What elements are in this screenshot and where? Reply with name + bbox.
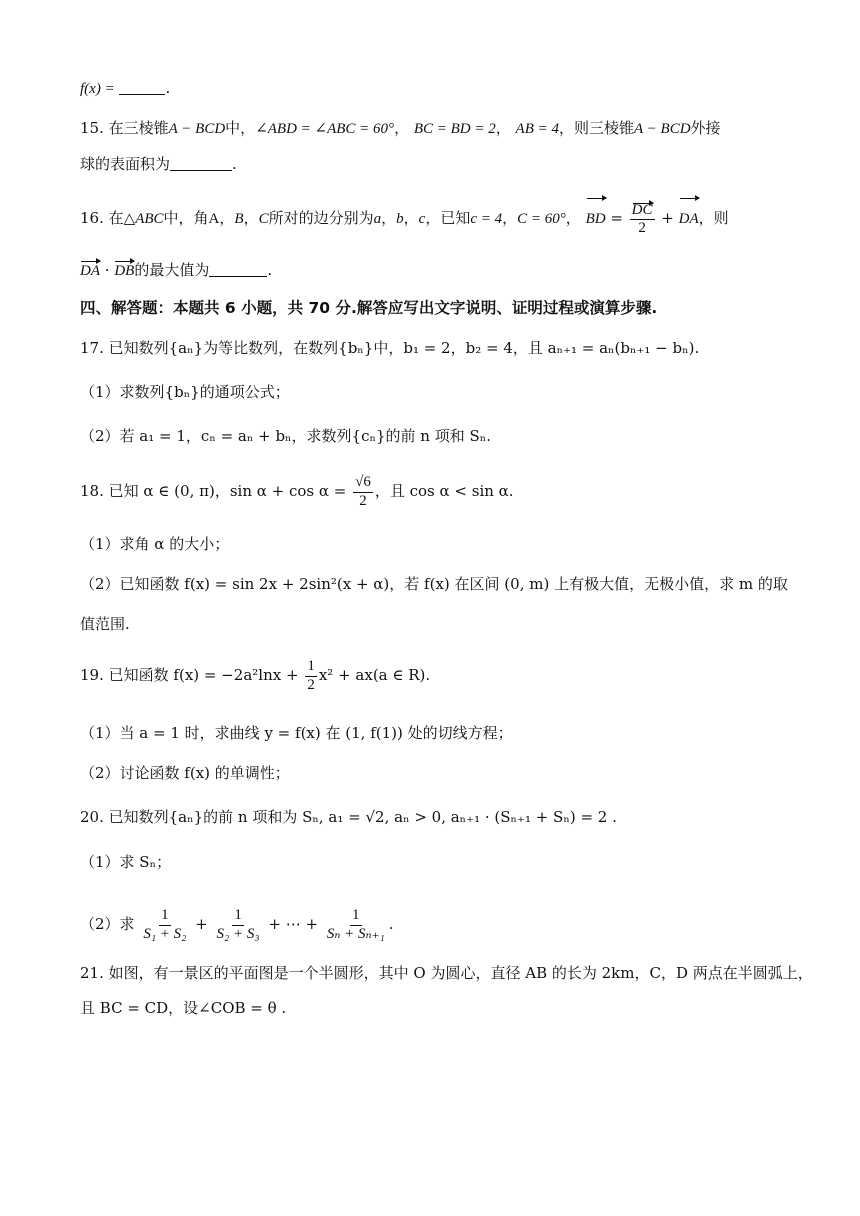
answer-blank — [209, 262, 267, 277]
question-20 — [80, 806, 800, 828]
q15-text: 外接 — [690, 119, 721, 137]
vector-db: DB — [114, 260, 134, 282]
q20-fraction-n — [325, 907, 387, 943]
q16-text: 中，角 — [163, 209, 209, 227]
q16-end: . — [267, 261, 273, 279]
q18-stem: ，且 cos α < sin α. — [374, 482, 514, 500]
q20-den: S₁ + S₂ — [143, 925, 187, 942]
q19-num: 1 — [305, 658, 317, 676]
q15-tetra: A − BCD — [168, 121, 226, 137]
question-16: 16. 在△ABC中，角A，B，C所对的边分别为a，b，c，已知c = 4，C = 60°， BD = $\frac{DC}{2}$ + DA，则 — [80, 196, 800, 240]
q14-tail — [80, 77, 800, 100]
q17-stem: 已知数列{aₙ}为等比数列，在数列{bₙ}中，b₁ = 2，b₂ = 4，且 aₙ₊₁ = aₙ(bₙ₊₁ − bₙ). — [108, 339, 700, 357]
q21-number: 21. — [80, 964, 104, 982]
q16-text: 所对的边分别为 — [268, 209, 374, 227]
q15-number: 15. — [80, 119, 104, 137]
q16-angle-b: B — [234, 211, 244, 227]
section-header: 四、解答题：本题共 6 小题，共 70 分.解答应写出文字说明、证明过程或演算步骤. — [80, 299, 658, 317]
q20-num: 1 — [232, 907, 244, 925]
q18-part2: （2）已知函数 f(x) = sin 2x + 2sin²(x + α)，若 f(x) 在区间 (0, m) 上有极大值，无极小值，求 m 的取 — [80, 575, 788, 593]
q16-side-c: c — [418, 211, 426, 227]
q19-fraction — [305, 658, 317, 694]
q16-text: 在 — [108, 209, 124, 227]
q15-cond: AB = 4 — [515, 121, 559, 137]
q19-number: 19. — [80, 666, 104, 684]
q15-text: ，则三棱锥 — [559, 119, 635, 137]
question-19 — [80, 652, 800, 698]
q17-number: 17. — [80, 339, 104, 357]
q20-stem: 已知数列{aₙ}的前 n 项和为 Sₙ, a₁ = √2, aₙ > 0, aₙ₊₁ · (Sₙ₊₁ + Sₙ) = 2 . — [108, 808, 617, 826]
q18-num: √6 — [353, 474, 373, 492]
q18-den: 2 — [359, 492, 367, 509]
q16-text: ，已知 — [425, 209, 471, 227]
q15-cond: BC = BD = 2 — [413, 121, 496, 137]
q20-fraction-2 — [215, 907, 262, 943]
question-15: 15. 在三棱锥A − BCD中，∠ABD = ∠ABC = 60°， BC = BD = 2， AB = 4，则三棱锥A − BCD外接 — [80, 119, 721, 137]
question-17 — [80, 337, 800, 359]
q19-den: 2 — [307, 676, 315, 693]
q16-text: 的最大值为 — [134, 261, 210, 279]
q20-part1: （1）求 Sₙ； — [80, 853, 172, 871]
q17-part2: （2）若 a₁ = 1，cₙ = aₙ + bₙ，求数列{cₙ}的前 n 项和 Sₙ. — [80, 427, 492, 445]
q15-text: 球的表面积为 — [80, 155, 171, 173]
question-15-line2 — [80, 153, 800, 175]
q21-text: 如图，有一景区的平面图是一个半圆形，其中 O 为圆心，直径 AB 的长为 2km，C，D 两点在半圆弧上， — [108, 964, 813, 982]
q14-end: . — [165, 79, 171, 97]
q16-number: 16. — [80, 209, 104, 227]
q15-text: 中， — [225, 119, 256, 137]
q20-part2 — [80, 900, 800, 948]
q16-angle-a: A — [208, 211, 220, 227]
q20-lead: （2）求 — [80, 915, 135, 933]
q18-part2-cont: 值范围. — [80, 615, 130, 633]
q20-number: 20. — [80, 808, 104, 826]
q15-cond: ∠ABD = ∠ABC = 60° — [255, 121, 395, 137]
q14-expr: f(x) = — [80, 81, 115, 97]
q16-side-a: a — [373, 211, 382, 227]
q17-part1: （1）求数列{bₙ}的通项公式； — [80, 383, 290, 401]
q16-angle-c: C — [258, 211, 269, 227]
question-18 — [80, 468, 800, 514]
q20-den: S₂ + S₃ — [216, 925, 260, 942]
q20-plus: + — [195, 915, 208, 933]
q18-number: 18. — [80, 482, 104, 500]
q19-part2: （2）讨论函数 f(x) 的单调性； — [80, 764, 290, 782]
q18-part1: （1）求角 α 的大小； — [80, 535, 230, 553]
q19-stem: 已知函数 f(x) = −2a²lnx + — [108, 666, 299, 684]
q20-ellipsis: + ⋯ + — [268, 915, 319, 933]
vector-dc: DC — [631, 201, 653, 218]
q16-text: ，则 — [698, 209, 729, 227]
q20-fraction-1 — [141, 907, 188, 943]
q16-triangle: △ABC — [123, 211, 164, 227]
q20-num: 1 — [350, 907, 362, 925]
q16-fraction — [630, 201, 655, 238]
q19-stem: x² + ax(a ∈ R). — [318, 666, 431, 684]
q15-text: 在三棱锥 — [108, 119, 169, 137]
vector-da: DA — [679, 197, 699, 241]
q18-stem: 已知 α ∈ (0, π)，sin α + cos α = — [108, 482, 347, 500]
answer-blank — [170, 156, 232, 171]
q18-fraction — [353, 474, 373, 510]
question-16-line2: DA · DB的最大值为 . — [80, 259, 800, 282]
question-21 — [80, 962, 813, 984]
q16-given: C = 60° — [517, 211, 566, 227]
answer-blank — [119, 80, 165, 95]
q15-tetra: A − BCD — [634, 121, 691, 137]
q20-num: 1 — [159, 907, 171, 925]
q15-end: . — [232, 155, 237, 173]
q16-den: 2 — [638, 220, 646, 236]
q20-end: . — [388, 915, 394, 933]
vector-bd: BD — [586, 197, 606, 241]
vector-da: DA — [80, 260, 100, 282]
q19-part1: （1）当 a = 1 时，求曲线 y = f(x) 在 (1, f(1)) 处的切线方程； — [80, 724, 513, 742]
q16-given: c = 4 — [470, 211, 503, 227]
q16-side-b: b — [396, 211, 404, 227]
question-21-line2: 且 BC = CD，设∠COB = θ . — [80, 999, 287, 1017]
q20-den: Sₙ + Sₙ₊₁ — [326, 925, 385, 942]
